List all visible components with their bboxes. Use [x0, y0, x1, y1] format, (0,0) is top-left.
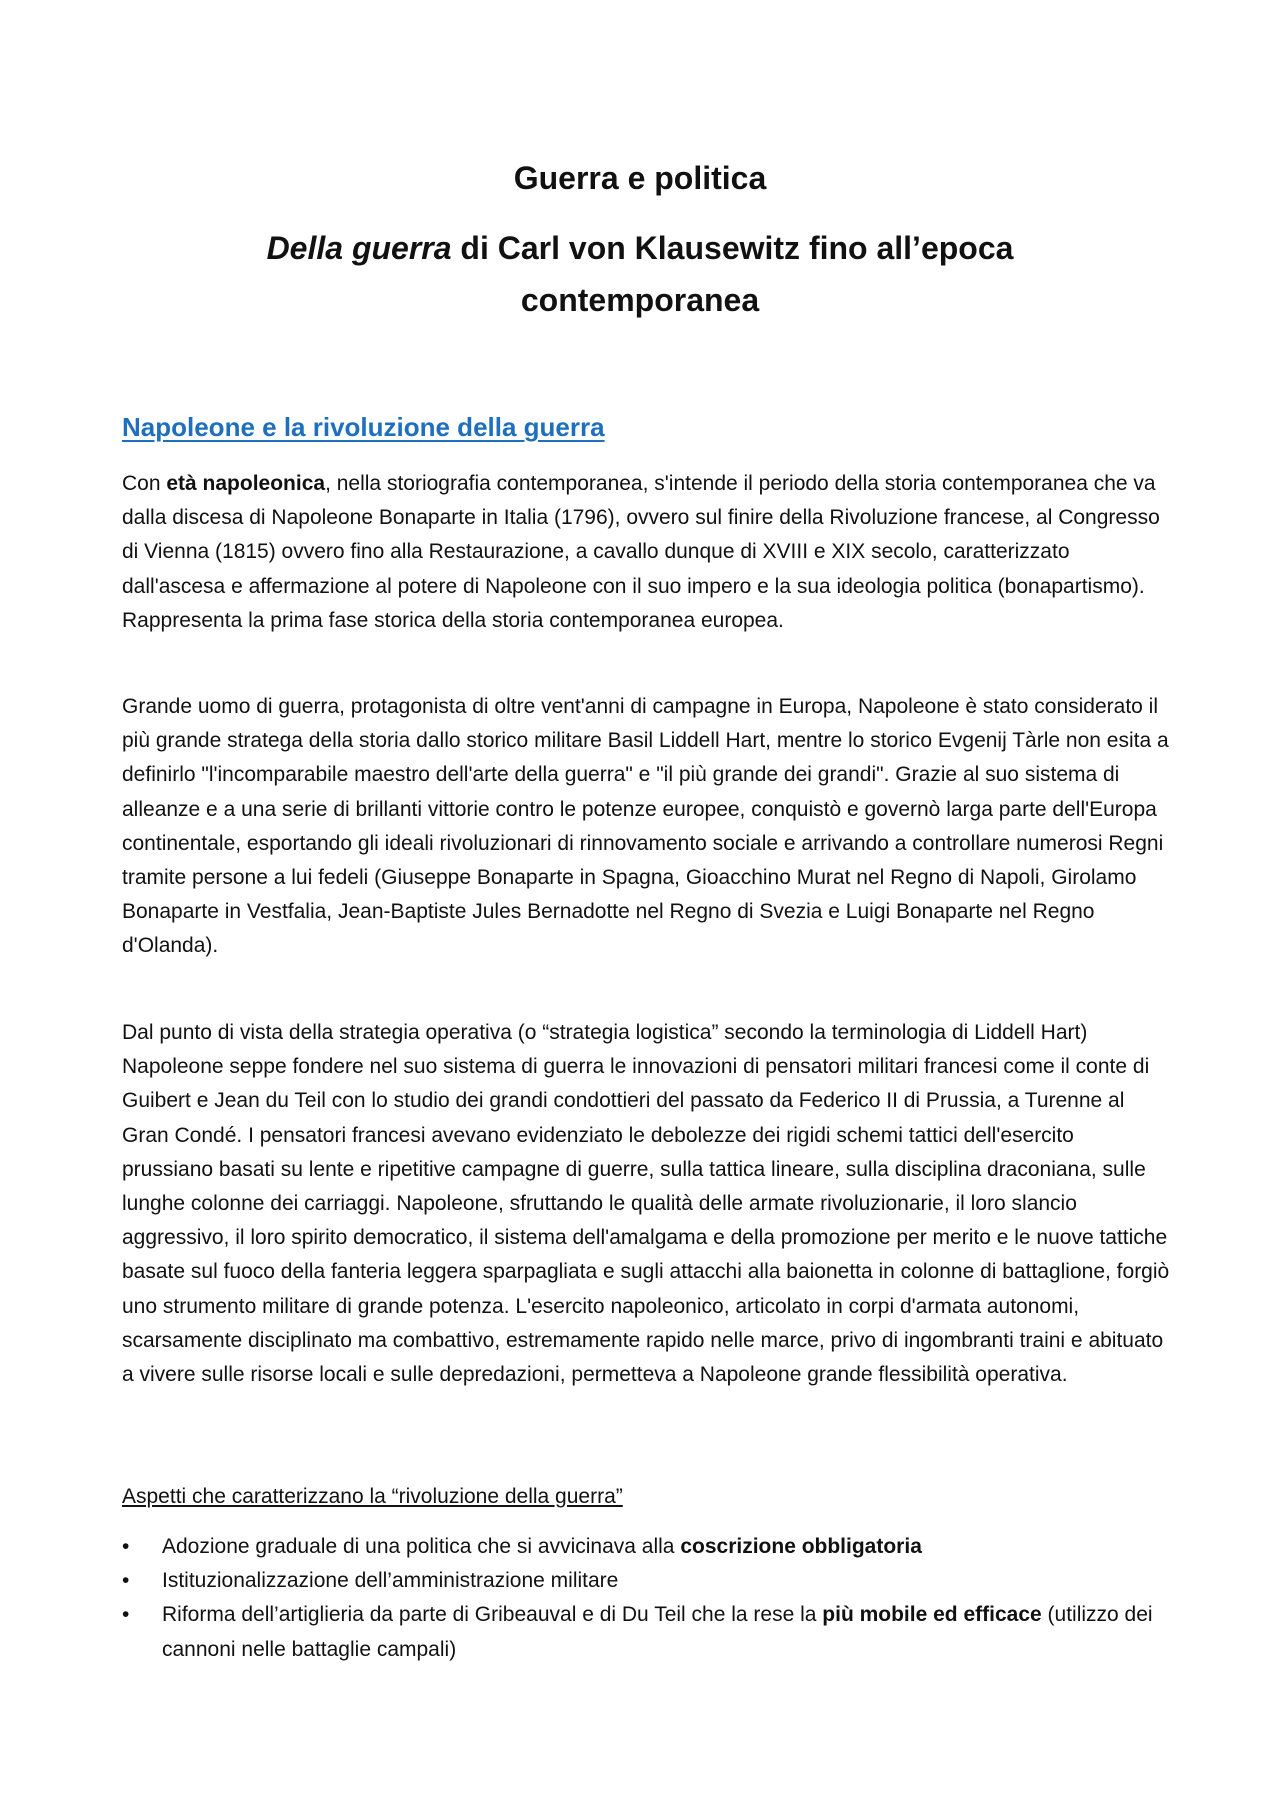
bullet-icon: •: [122, 1603, 130, 1627]
paragraph-1-bold: età napoleonica: [166, 472, 326, 495]
paragraph-1-rest: , nella storiografia contemporanea, s'intende il periodo della storia contemporanea che va dalla discesa di Napoleone Bonaparte in Italia (1796), ovvero sul finire della Rivoluzione francese, al Congresso di Vienna (1815) ovvero fino alla Restaurazione, a cavallo dunque di XVIII e XIX secolo, caratterizzato dall'ascesa e affermazione al potere di Napoleone con il suo impero e la sua ideologia politica (bonapartismo). Rappresenta la prima fase storica della storia contemporanea europea.: [122, 472, 1160, 632]
section-heading[interactable]: Napoleone e la rivoluzione della guerra: [122, 412, 605, 442]
paragraph-2: Grande uomo di guerra, protagonista di oltre vent'anni di campagne in Europa, Napoleone è stato considerato il più grande stratega della storia dallo storico militare Basil Liddell Hart, mentre lo storico Evgenij Tàrle non esita a definirlo "l'incomparabile maestro dell'arte della guerra" e "il più grande dei grandi". Grazie al suo sistema di alleanze e a una serie di brillanti vittorie contro le potenze europee, conquistò e governò larga parte dell'Europa continentale, esportando gli ideali rivoluzionari di rinnovamento sociale e arrivando a controllare numerosi Regni tramite persone a lui fedeli (Giuseppe Bonaparte in Spagna, Gioacchino Murat nel Regno di Napoli, Girolamo Bonaparte in Vestfalia, Jean-Baptiste Jules Bernadotte nel Regno di Svezia e Luigi Bonaparte nel Regno d'Olanda).: [122, 695, 1169, 958]
subtitle-italic: Della guerra: [266, 230, 452, 266]
list-item-after: (utilizzo dei cannoni nelle battaglie campali): [162, 1603, 1153, 1661]
list-item-text: Adozione graduale di una politica che si avvicinava alla: [162, 1535, 681, 1558]
list-item-bold: coscrizione obbligatoria: [680, 1535, 922, 1558]
list-item-text: Riforma dell’artiglieria da parte di Gribeauval e di Du Teil che la rese la: [162, 1603, 823, 1627]
list-item-text: Istituzionalizzazione dell’amministrazione militare: [162, 1569, 619, 1593]
paragraph-1: [122, 467, 1170, 638]
paragraph-1-lead: Con: [122, 472, 167, 495]
paragraph-3: Dal punto di vista della strategia operativa (o “strategia logistica” secondo la terminologia di Liddell Hart) Napoleone seppe fondere nel suo sistema di guerra le innovazioni di pensatori militari francesi come il conte di Guibert e Jean du Teil con lo studio dei grandi condottieri del passato da Federico II di Prussia, a Turenne al Gran Condé. I pensatori francesi avevano evidenziato le debolezze dei rigidi schemi tattici dell'esercito prussiano basati su lente e ripetitive campagne di guerre, sulla tattica lineare, sulla disciplina draconiana, sulle lunghe colonne dei carriaggi. Napoleone, sfruttando le qualità delle armate rivoluzionarie, il loro slancio aggressivo, il loro spirito democratico, il sistema dell'amalgama e della promozione per merito e le nuove tattiche basate sul fuoco della fanteria leggera sparpagliata e sugli attacchi alla baionetta in colonne di battaglione, forgiò uno strumento militare di grande potenza. L'esercito napoleonico, articolato in corpi d'armata autonomi, scarsamente disciplinato ma combattivo, estremamente rapido nelle marce, privo di ingombranti traini e abituato a vivere sulle risorse locali e sulle depredazioni, permetteva a Napoleone grande flessibilità operativa.: [122, 1021, 1170, 1387]
list-item-bold: più mobile ed efficace: [822, 1603, 1042, 1627]
document-subtitle: [0, 222, 1280, 326]
subtitle-rest: di Carl von Klausewitz fino all’epoca contemporanea: [451, 230, 1014, 318]
aspects-list: [122, 1530, 1170, 1667]
bullet-icon: •: [122, 1535, 130, 1558]
list-item: [122, 1598, 1170, 1666]
bullet-icon: •: [122, 1569, 130, 1593]
list-item: [122, 1564, 1170, 1598]
list-item: [122, 1530, 1170, 1564]
document-title: Guerra e politica: [513, 160, 767, 196]
list-subheading: Aspetti che caratterizzano la “rivoluzione della guerra”: [122, 1485, 623, 1508]
